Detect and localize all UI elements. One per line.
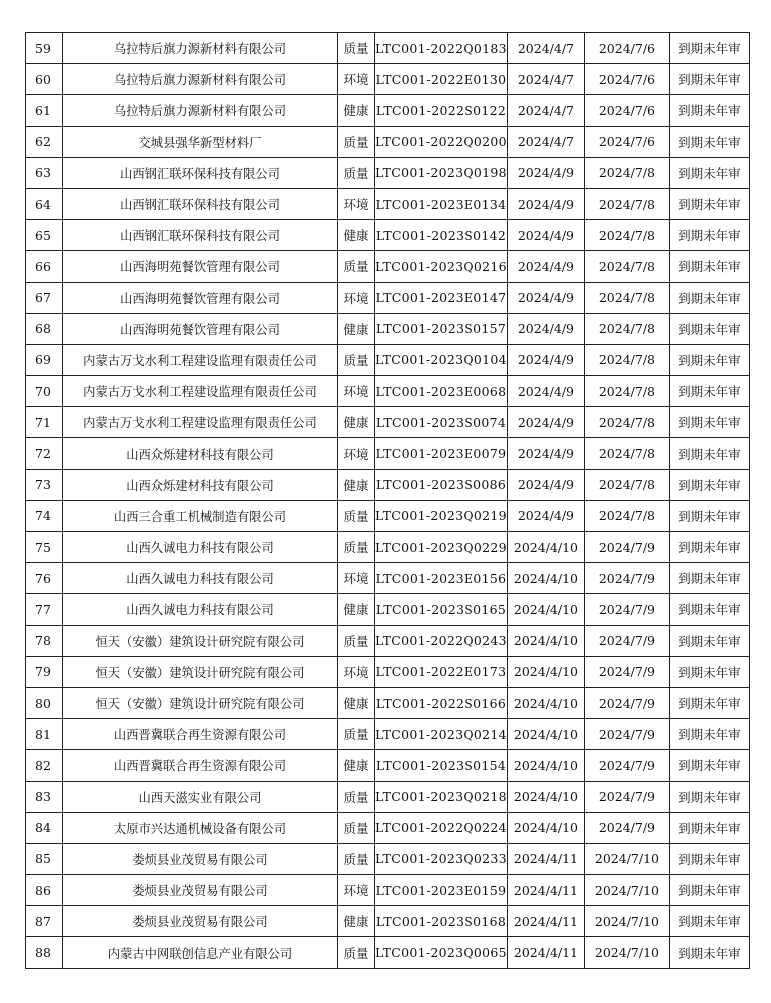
status-text: 到期未年审 [669,126,749,157]
start-date: 2024/4/10 [507,656,584,687]
table-row [26,95,750,126]
certificate-number: LTC001-2022S0122 [375,95,508,126]
certificate-type: 质量 [338,126,375,157]
end-date: 2024/7/9 [584,812,669,843]
status-text: 到期未年审 [669,313,749,344]
certificate-type: 健康 [338,750,375,781]
status-text: 到期未年审 [669,906,749,937]
certificate-type: 质量 [338,843,375,874]
company-name: 乌拉特后旗力源新材料有限公司 [63,33,338,64]
certificate-number: LTC001-2022E0173 [375,656,508,687]
certificate-number: LTC001-2023Q0233 [375,843,508,874]
company-name: 山西晋冀联合再生资源有限公司 [63,719,338,750]
table-row [26,906,750,937]
table-row [26,126,750,157]
certificate-type: 健康 [338,407,375,438]
company-name: 娄烦县业茂贸易有限公司 [63,875,338,906]
end-date: 2024/7/9 [584,532,669,563]
table-row [26,687,750,718]
company-name: 内蒙古万戈水利工程建设监理有限责任公司 [63,344,338,375]
certificate-type: 健康 [338,594,375,625]
company-name: 山西钢汇联环保科技有限公司 [63,220,338,251]
certificate-type: 环境 [338,563,375,594]
certificate-type: 质量 [338,937,375,968]
row-number: 64 [26,188,63,219]
company-name: 山西久诚电力科技有限公司 [63,563,338,594]
table-row [26,282,750,313]
status-text: 到期未年审 [669,656,749,687]
status-text: 到期未年审 [669,937,749,968]
row-number: 84 [26,812,63,843]
row-number: 74 [26,500,63,531]
row-number: 59 [26,33,63,64]
certificate-number: LTC001-2023E0079 [375,438,508,469]
end-date: 2024/7/8 [584,407,669,438]
status-text: 到期未年审 [669,843,749,874]
company-name: 山西久诚电力科技有限公司 [63,532,338,563]
status-text: 到期未年审 [669,157,749,188]
end-date: 2024/7/9 [584,750,669,781]
table-row [26,220,750,251]
certificate-type: 健康 [338,220,375,251]
certificate-number: LTC001-2023S0142 [375,220,508,251]
status-text: 到期未年审 [669,532,749,563]
status-text: 到期未年审 [669,469,749,500]
table-row [26,344,750,375]
row-number: 65 [26,220,63,251]
company-name: 山西钢汇联环保科技有限公司 [63,157,338,188]
start-date: 2024/4/9 [507,188,584,219]
certificate-type: 环境 [338,875,375,906]
certificate-type: 健康 [338,95,375,126]
start-date: 2024/4/9 [507,438,584,469]
status-text: 到期未年审 [669,33,749,64]
end-date: 2024/7/9 [584,781,669,812]
start-date: 2024/4/9 [507,469,584,500]
status-text: 到期未年审 [669,220,749,251]
certificate-number: LTC001-2023Q0104 [375,344,508,375]
status-text: 到期未年审 [669,563,749,594]
certificate-number: LTC001-2023E0159 [375,875,508,906]
table-row [26,750,750,781]
company-name: 内蒙古万戈水利工程建设监理有限责任公司 [63,376,338,407]
end-date: 2024/7/9 [584,656,669,687]
status-text: 到期未年审 [669,875,749,906]
start-date: 2024/4/7 [507,33,584,64]
certificate-number: LTC001-2023S0074 [375,407,508,438]
certificate-number: LTC001-2023Q0214 [375,719,508,750]
table-row [26,594,750,625]
row-number: 81 [26,719,63,750]
company-name: 山西晋冀联合再生资源有限公司 [63,750,338,781]
certificate-type: 质量 [338,251,375,282]
certificate-type: 质量 [338,812,375,843]
status-text: 到期未年审 [669,687,749,718]
start-date: 2024/4/10 [507,781,584,812]
end-date: 2024/7/8 [584,313,669,344]
certificate-type: 质量 [338,781,375,812]
end-date: 2024/7/8 [584,500,669,531]
table-row [26,407,750,438]
start-date: 2024/4/9 [507,220,584,251]
start-date: 2024/4/10 [507,750,584,781]
end-date: 2024/7/8 [584,220,669,251]
table-row [26,781,750,812]
certificate-type: 质量 [338,719,375,750]
company-name: 恒天（安徽）建筑设计研究院有限公司 [63,656,338,687]
start-date: 2024/4/9 [507,157,584,188]
certificate-type: 健康 [338,906,375,937]
company-name: 娄烦县业茂贸易有限公司 [63,906,338,937]
table-row [26,33,750,64]
table-row [26,719,750,750]
row-number: 67 [26,282,63,313]
row-number: 66 [26,251,63,282]
row-number: 88 [26,937,63,968]
company-name: 山西众烁建材科技有限公司 [63,469,338,500]
row-number: 85 [26,843,63,874]
row-number: 61 [26,95,63,126]
status-text: 到期未年审 [669,344,749,375]
certificate-number: LTC001-2023S0157 [375,313,508,344]
status-text: 到期未年审 [669,750,749,781]
start-date: 2024/4/10 [507,594,584,625]
status-text: 到期未年审 [669,251,749,282]
table-row [26,812,750,843]
end-date: 2024/7/10 [584,843,669,874]
certificate-type: 环境 [338,282,375,313]
row-number: 72 [26,438,63,469]
table-row [26,656,750,687]
table-row [26,875,750,906]
company-name: 内蒙古万戈水利工程建设监理有限责任公司 [63,407,338,438]
certificate-number: LTC001-2023S0086 [375,469,508,500]
company-name: 山西海明苑餐饮管理有限公司 [63,313,338,344]
table-row [26,532,750,563]
end-date: 2024/7/8 [584,438,669,469]
start-date: 2024/4/11 [507,875,584,906]
certificate-type: 质量 [338,157,375,188]
certificate-number: LTC001-2022E0130 [375,64,508,95]
status-text: 到期未年审 [669,812,749,843]
certificate-type: 健康 [338,687,375,718]
end-date: 2024/7/6 [584,33,669,64]
start-date: 2024/4/10 [507,719,584,750]
certificate-type: 环境 [338,64,375,95]
status-text: 到期未年审 [669,188,749,219]
end-date: 2024/7/8 [584,469,669,500]
row-number: 83 [26,781,63,812]
certificate-number: LTC001-2023S0168 [375,906,508,937]
company-name: 恒天（安徽）建筑设计研究院有限公司 [63,625,338,656]
certificate-number: LTC001-2023E0156 [375,563,508,594]
company-name: 乌拉特后旗力源新材料有限公司 [63,64,338,95]
status-text: 到期未年审 [669,781,749,812]
certificate-type: 质量 [338,33,375,64]
status-text: 到期未年审 [669,594,749,625]
company-name: 山西三合重工机械制造有限公司 [63,500,338,531]
company-name: 交城县强华新型材料厂 [63,126,338,157]
table-row [26,157,750,188]
certificate-type: 环境 [338,656,375,687]
table-row [26,843,750,874]
start-date: 2024/4/7 [507,95,584,126]
table-row [26,625,750,656]
end-date: 2024/7/10 [584,875,669,906]
status-text: 到期未年审 [669,719,749,750]
certificate-type: 健康 [338,313,375,344]
certificate-number: LTC001-2023Q0198 [375,157,508,188]
table-row [26,251,750,282]
status-text: 到期未年审 [669,95,749,126]
end-date: 2024/7/8 [584,282,669,313]
certificate-type: 质量 [338,500,375,531]
company-name: 山西众烁建材科技有限公司 [63,438,338,469]
end-date: 2024/7/9 [584,687,669,718]
start-date: 2024/4/9 [507,251,584,282]
certificate-type: 环境 [338,438,375,469]
start-date: 2024/4/9 [507,313,584,344]
certificate-number: LTC001-2022S0166 [375,687,508,718]
company-name: 内蒙古中网联创信息产业有限公司 [63,937,338,968]
company-name: 山西天滋实业有限公司 [63,781,338,812]
row-number: 86 [26,875,63,906]
start-date: 2024/4/10 [507,687,584,718]
status-text: 到期未年审 [669,500,749,531]
certificate-number: LTC001-2023S0154 [375,750,508,781]
certificate-number: LTC001-2023S0165 [375,594,508,625]
start-date: 2024/4/11 [507,906,584,937]
end-date: 2024/7/8 [584,376,669,407]
company-name: 山西钢汇联环保科技有限公司 [63,188,338,219]
certificate-number: LTC001-2023Q0229 [375,532,508,563]
start-date: 2024/4/9 [507,344,584,375]
certificate-table [25,32,750,969]
status-text: 到期未年审 [669,64,749,95]
certificate-number: LTC001-2023Q0219 [375,500,508,531]
table-row [26,937,750,968]
end-date: 2024/7/8 [584,188,669,219]
table-body [26,33,750,969]
end-date: 2024/7/10 [584,906,669,937]
start-date: 2024/4/10 [507,812,584,843]
row-number: 60 [26,64,63,95]
status-text: 到期未年审 [669,407,749,438]
start-date: 2024/4/9 [507,407,584,438]
table-row [26,376,750,407]
status-text: 到期未年审 [669,282,749,313]
certificate-number: LTC001-2023E0134 [375,188,508,219]
end-date: 2024/7/9 [584,594,669,625]
end-date: 2024/7/10 [584,937,669,968]
start-date: 2024/4/9 [507,376,584,407]
start-date: 2024/4/10 [507,625,584,656]
certificate-number: LTC001-2022Q0200 [375,126,508,157]
start-date: 2024/4/7 [507,64,584,95]
row-number: 87 [26,906,63,937]
end-date: 2024/7/8 [584,251,669,282]
table-row [26,64,750,95]
end-date: 2024/7/9 [584,719,669,750]
certificate-number: LTC001-2023Q0065 [375,937,508,968]
end-date: 2024/7/9 [584,625,669,656]
status-text: 到期未年审 [669,376,749,407]
table-row [26,313,750,344]
row-number: 69 [26,344,63,375]
row-number: 82 [26,750,63,781]
table-row [26,188,750,219]
table-row [26,563,750,594]
end-date: 2024/7/9 [584,563,669,594]
row-number: 80 [26,687,63,718]
table-row [26,469,750,500]
end-date: 2024/7/6 [584,64,669,95]
row-number: 70 [26,376,63,407]
company-name: 山西海明苑餐饮管理有限公司 [63,251,338,282]
certificate-type: 健康 [338,469,375,500]
certificate-type: 环境 [338,188,375,219]
table-row [26,438,750,469]
company-name: 山西海明苑餐饮管理有限公司 [63,282,338,313]
certificate-type: 质量 [338,625,375,656]
table-row [26,500,750,531]
start-date: 2024/4/9 [507,500,584,531]
row-number: 62 [26,126,63,157]
start-date: 2024/4/11 [507,843,584,874]
certificate-number: LTC001-2023Q0216 [375,251,508,282]
company-name: 乌拉特后旗力源新材料有限公司 [63,95,338,126]
certificate-number: LTC001-2022Q0243 [375,625,508,656]
end-date: 2024/7/6 [584,95,669,126]
status-text: 到期未年审 [669,438,749,469]
end-date: 2024/7/6 [584,126,669,157]
row-number: 63 [26,157,63,188]
start-date: 2024/4/9 [507,282,584,313]
certificate-type: 质量 [338,532,375,563]
certificate-number: LTC001-2023E0147 [375,282,508,313]
start-date: 2024/4/7 [507,126,584,157]
status-text: 到期未年审 [669,625,749,656]
certificate-number: LTC001-2022Q0183 [375,33,508,64]
row-number: 73 [26,469,63,500]
certificate-number: LTC001-2023Q0218 [375,781,508,812]
row-number: 78 [26,625,63,656]
certificate-type: 质量 [338,344,375,375]
start-date: 2024/4/10 [507,532,584,563]
certificate-type: 环境 [338,376,375,407]
certificate-number: LTC001-2023E0068 [375,376,508,407]
company-name: 恒天（安徽）建筑设计研究院有限公司 [63,687,338,718]
row-number: 79 [26,656,63,687]
row-number: 77 [26,594,63,625]
row-number: 75 [26,532,63,563]
certificate-number: LTC001-2022Q0224 [375,812,508,843]
end-date: 2024/7/8 [584,157,669,188]
company-name: 山西久诚电力科技有限公司 [63,594,338,625]
row-number: 68 [26,313,63,344]
end-date: 2024/7/8 [584,344,669,375]
row-number: 71 [26,407,63,438]
start-date: 2024/4/11 [507,937,584,968]
company-name: 太原市兴达通机械设备有限公司 [63,812,338,843]
row-number: 76 [26,563,63,594]
company-name: 娄烦县业茂贸易有限公司 [63,843,338,874]
start-date: 2024/4/10 [507,563,584,594]
